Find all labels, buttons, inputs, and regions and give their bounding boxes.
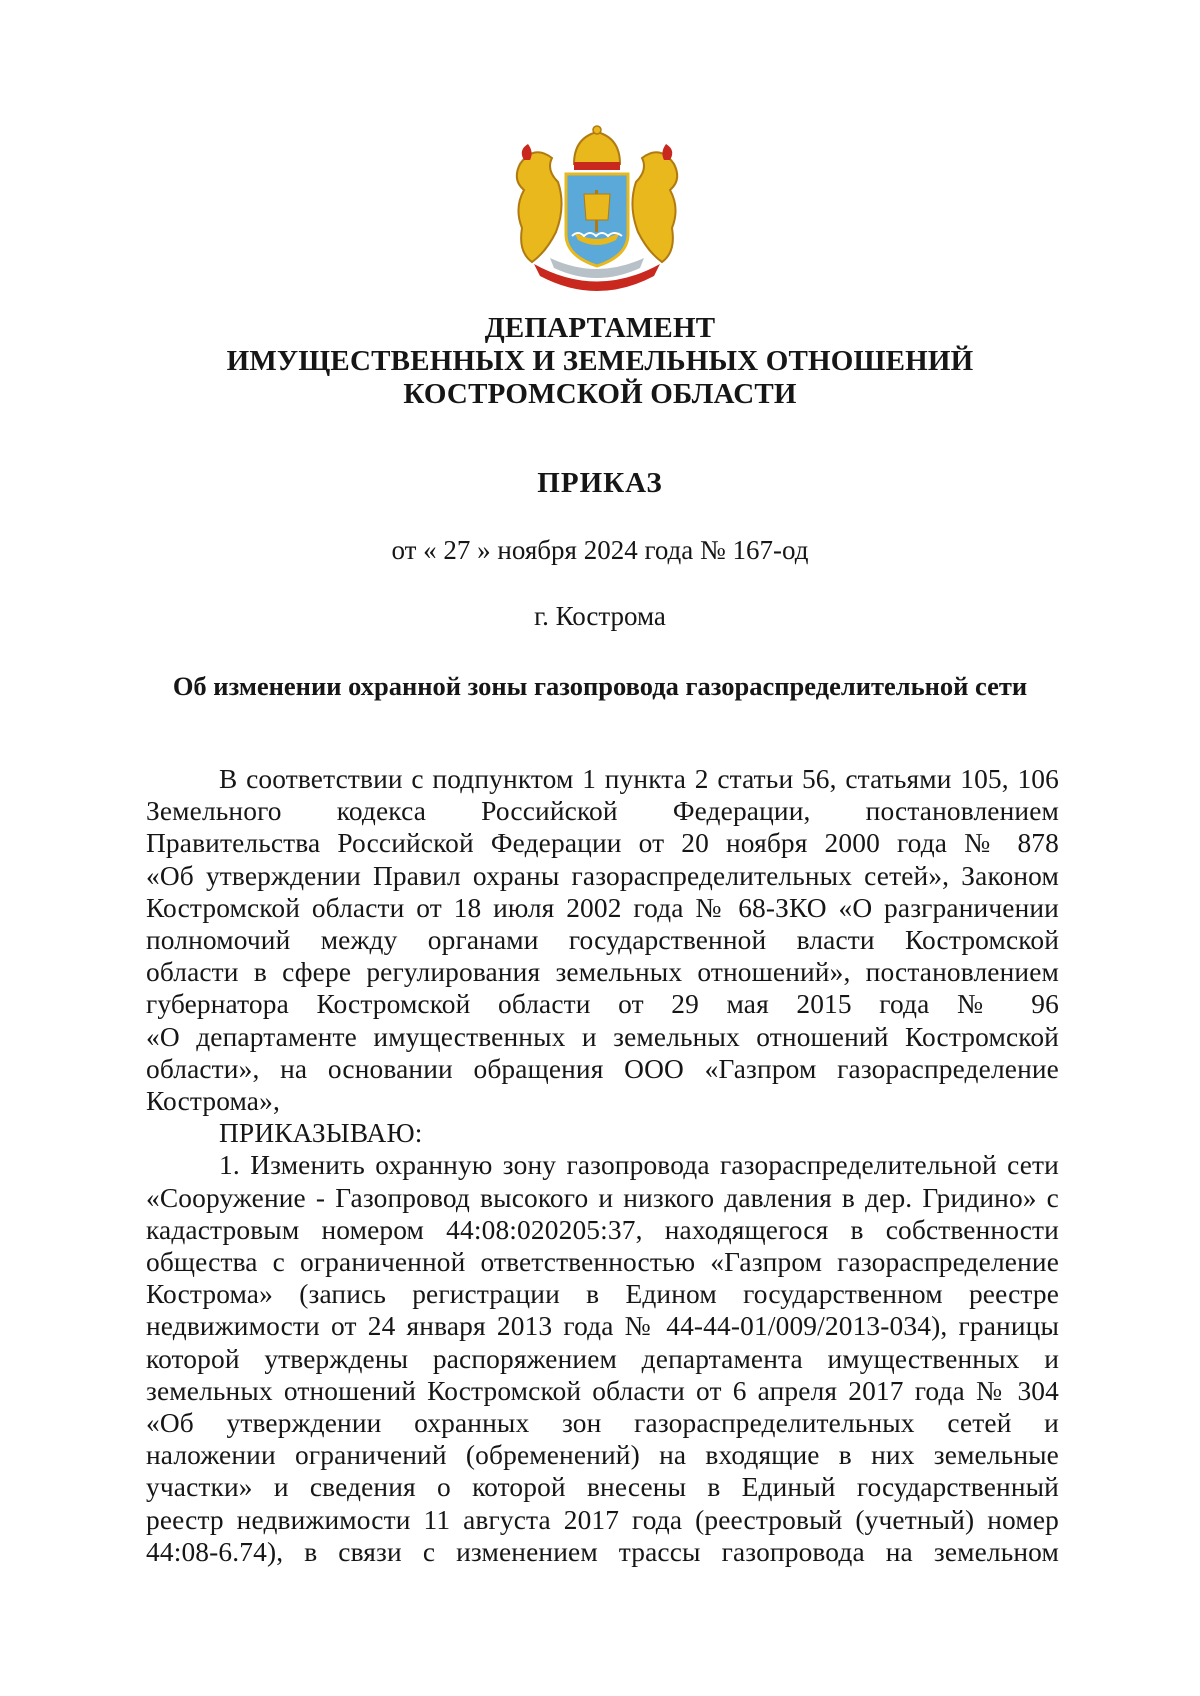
body-line: «О департаменте имущественных и земельных отношений Костромской xyxy=(146,1021,1059,1052)
body-line: Правительства Российской Федерации от 20 ноября 2000 года № 878 xyxy=(146,828,1059,859)
body-line: 1. Изменить охранную зону газопровода газораспределительной сети xyxy=(219,1150,1059,1181)
body-line: В соответствии с подпунктом 1 пункта 2 статьи 56, статьями 105, 106 xyxy=(219,764,1059,794)
department-name-line-3: КОСТРОМСКОЙ ОБЛАСТИ xyxy=(403,378,797,410)
order-directive: ПРИКАЗЫВАЮ: xyxy=(219,1118,423,1149)
body-line: области», на основании обращения ООО «Газпром газораспределение xyxy=(146,1053,1059,1084)
body-line: которой утверждены распоряжением департамента имущественных и xyxy=(146,1343,1059,1374)
document-type-title: ПРИКАЗ xyxy=(537,467,663,499)
body-line: Кострома», xyxy=(146,1086,280,1117)
body-line: Земельного кодекса Российской Федерации, постановлением xyxy=(146,796,1059,827)
body-line: губернатора Костромской области от 29 мая 2015 года № 96 xyxy=(146,989,1059,1020)
order-body xyxy=(146,763,1059,1568)
body-line: недвижимости от 24 января 2013 года № 44-44-01/009/2013-034), границы xyxy=(146,1311,1059,1342)
department-name-line-2: ИМУЩЕСТВЕННЫХ И ЗЕМЕЛЬНЫХ ОТНОШЕНИЙ xyxy=(226,345,974,377)
body-line: наложении ограничений (обременений) на входящие в них земельные xyxy=(146,1440,1059,1471)
body-line: кадастровым номером 44:08:020205:37, находящегося в собственности xyxy=(146,1214,1059,1245)
order-subject: Об изменении охранной зоны газопровода газораспределительной сети xyxy=(172,671,1028,701)
kostroma-coat-of-arms-icon xyxy=(504,124,690,294)
body-line: земельных отношений Костромской области от 6 апреля 2017 года № 304 xyxy=(146,1375,1059,1406)
city-name: г. Кострома xyxy=(534,601,666,631)
body-line: участки» и сведения о которой внесены в Единый государственный xyxy=(146,1472,1059,1503)
body-line: области в сфере регулирования земельных отношений», постановлением xyxy=(146,957,1059,988)
body-line: «Об утверждении охранных зон газораспределительных сетей и xyxy=(146,1408,1059,1439)
body-line: общества с ограниченной ответственностью «Газпром газораспределение xyxy=(146,1247,1059,1278)
body-line: реестр недвижимости 11 августа 2017 года (реестровый (учетный) номер xyxy=(146,1504,1059,1535)
body-line: полномочий между органами государственной власти Костромской xyxy=(146,925,1059,956)
body-line: Кострома» (запись регистрации в Едином государственном реестре xyxy=(146,1279,1059,1310)
body-line: «Сооружение - Газопровод высокого и низкого давления в дер. Гридино» с xyxy=(146,1182,1059,1213)
department-name-line-1: ДЕПАРТАМЕНТ xyxy=(484,312,716,344)
body-line: Костромской области от 18 июля 2002 года № 68-ЗКО «О разграничении xyxy=(146,892,1059,923)
body-line: 44:08-6.74), в связи с изменением трассы газопровода на земельном xyxy=(146,1536,1059,1567)
body-line: «Об утверждении Правил охраны газораспределительных сетей», Законом xyxy=(146,860,1059,891)
order-date-number: от « 27 » ноября 2024 года № 167-од xyxy=(391,535,809,565)
